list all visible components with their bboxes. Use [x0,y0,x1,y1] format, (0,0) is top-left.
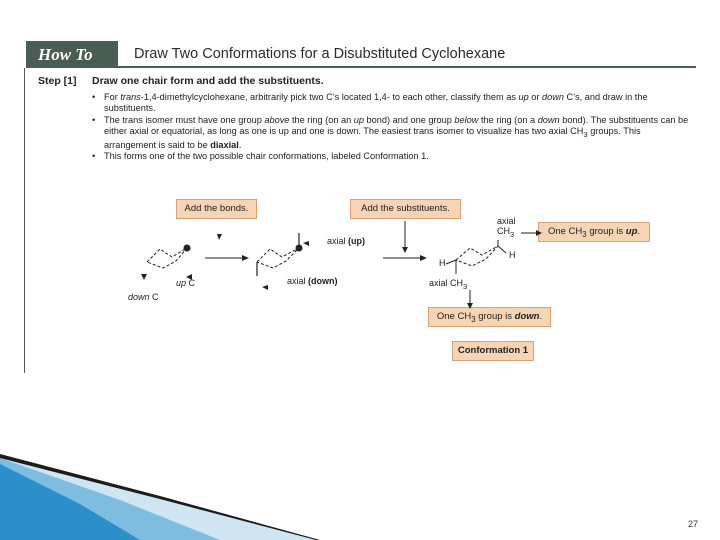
axial-up-label: axial (up) [327,236,366,246]
step-title: Draw one chair form and add the substituents. [92,75,324,87]
add-bonds-box: Add the bonds. [176,199,257,219]
chair-2-ring [257,248,299,268]
h-right-label: H [509,250,516,260]
how-to-badge: How To [26,41,118,68]
page-number: 27 [688,519,699,529]
chair-1-ring [147,248,187,268]
step-label: Step [1] [38,75,77,87]
down-c-label: down C [128,292,159,302]
bullet-item-1: • For trans-1,4-dimethylcyclohexane, arbitrarily pick two C’s located 1,4- to each other, classify them as up or down C’s, and draw in the substituents. [92,92,692,115]
one-ch3-down-box: One $CH_3$ group is down. [428,307,551,327]
decorative-swoosh [0,440,720,540]
add-substituents-box: Add the substituents. [350,199,461,219]
up-c-label: up C [176,278,196,288]
chair-3-ring [456,246,498,266]
bullet-item-3: • This forms one of the two possible chair conformations, labeled Conformation 1. [92,151,692,162]
bullet-item-2: • The trans isomer must have one group above the ring (on an up bond) and one group below the ring (on a down bond). The substituents can be either axial or equatorial, as long as one is up and one is down. The easiest trans isomer to visualize has two axial $CH_3$ groups. This arrangement is said to be diaxial. [92,115,692,152]
h-left-label: H [439,258,446,268]
conformation-1-box: Conformation 1 [452,341,534,361]
axial-ch3-bottom-label: axial $CH_3$ [429,278,468,291]
axial-ch3-top-label: axial $CH_3$ [497,216,516,239]
axial-down-label: axial (down) [287,276,338,286]
header-title: Draw Two Conformations for a Disubstituted Cyclohexane [118,41,696,68]
one-ch3-up-box: One $CH_3$ group is up. [538,222,650,242]
